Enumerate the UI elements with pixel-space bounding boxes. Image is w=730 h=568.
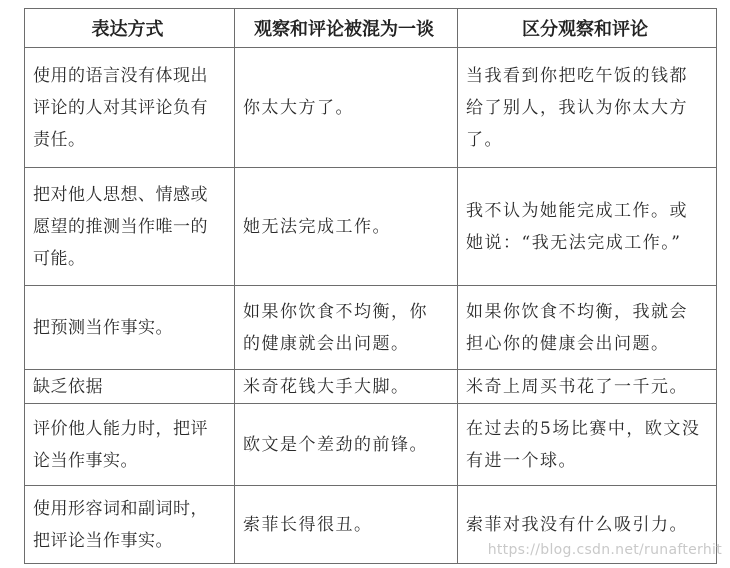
cell-mixed: 她无法完成工作。 [235,168,458,286]
header-method: 表达方式 [25,9,235,48]
cell-mixed: 米奇花钱大手大脚。 [235,370,458,404]
comparison-table [24,8,717,564]
header-mixed: 观察和评论被混为一谈 [235,9,458,48]
cell-method: 把对他人思想、情感或愿望的推测当作唯一的可能。 [25,168,235,286]
table-row [25,286,717,370]
cell-separated: 索菲对我没有什么吸引力。 [458,486,717,564]
table-row [25,168,717,286]
cell-separated: 在过去的5场比赛中，欧文没有进一个球。 [458,404,717,486]
cell-separated: 米奇上周买书花了一千元。 [458,370,717,404]
watermark-text: https://blog.csdn.net/runafterhit [487,542,722,558]
cell-mixed: 欧文是个差劲的前锋。 [235,404,458,486]
table-row [25,404,717,486]
cell-mixed: 你太大方了。 [235,48,458,168]
cell-mixed: 索菲长得很丑。 [235,486,458,564]
cell-mixed: 如果你饮食不均衡，你的健康就会出问题。 [235,286,458,370]
table-row [25,370,717,404]
table-row [25,48,717,168]
cell-method: 缺乏依据 [25,370,235,404]
cell-method: 使用的语言没有体现出评论的人对其评论负有责任。 [25,48,235,168]
cell-method: 评价他人能力时，把评论当作事实。 [25,404,235,486]
cell-separated: 我不认为她能完成工作。或她说：“我无法完成工作。” [458,168,717,286]
cell-separated: 当我看到你把吃午饭的钱都给了别人，我认为你太大方了。 [458,48,717,168]
cell-method: 把预测当作事实。 [25,286,235,370]
header-separated: 区分观察和评论 [458,9,717,48]
table-header-row [25,9,717,48]
cell-separated: 如果你饮食不均衡，我就会担心你的健康会出问题。 [458,286,717,370]
cell-method: 使用形容词和副词时，把评论当作事实。 [25,486,235,564]
